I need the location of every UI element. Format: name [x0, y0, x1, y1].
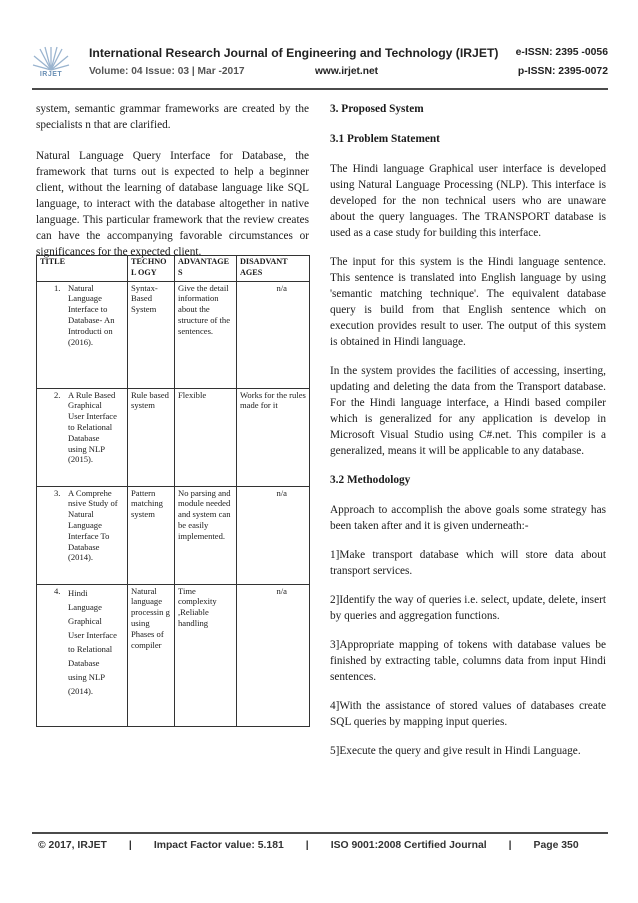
paragraph: The input for this system is the Hindi language sentence. This sentence is translated into English language by using 'semantic matching technique'. The equivalent database query is build from that English sentence which on execution provides result to user. The output of this system is obtained in Hindi language. — [330, 256, 606, 348]
footer-separator: | — [305, 840, 309, 851]
cell-disadvantages: n/a — [237, 281, 310, 388]
cell-advantages: Flexible — [175, 388, 237, 486]
row-number: 3. — [54, 487, 61, 498]
website-link[interactable]: www.irjet.net — [315, 66, 379, 77]
header-divider — [32, 88, 608, 90]
paragraph: Natural Language Query Interface for Database, the framework that turns out is expected to help a beginner client, without the learning of database language like SQL language, to interact with the database altogether in native language. This particular framework that the review creates can have the accompanying favorable circumstances or significances for the expected client. — [36, 150, 309, 258]
subsection-heading: 3.1 Problem Statement — [330, 133, 440, 145]
cell-technology: Natural language processin g using Phases of compiler — [128, 584, 175, 726]
cell-technology: Pattern matching system — [128, 486, 175, 584]
row-title-wrap — [68, 586, 118, 698]
row-number: 4. — [54, 585, 61, 596]
cell-advantages: Give the detail information about the structure of the sentences. — [175, 281, 237, 388]
row-title: Hindi Language Graphical User Interface to Relational Database using NLP (2014). — [68, 587, 117, 696]
section-heading: 3. Proposed System — [330, 103, 424, 115]
footer-iso: ISO 9001:2008 Certified Journal — [330, 840, 487, 851]
pissn: p-ISSN: 2395-0072 — [517, 66, 608, 77]
list-item: 4]With the assistance of stored values of databases create SQL queries by mapping input queries. — [330, 700, 606, 728]
eissn: e-ISSN: 2395 -0056 — [515, 47, 608, 58]
cell-disadvantages: Works for the rules made for it — [237, 388, 310, 486]
table-row — [37, 388, 310, 486]
row-title: Natural Language Interface to Database- An Introducti on (2016). — [68, 282, 115, 347]
footer-separator: | — [508, 840, 512, 851]
col-header-technology: TECHNOL OGY — [128, 256, 175, 282]
list-item: 3]Appropriate mapping of tokens with database values be finished by extracting table, columns data from input Hindi sentences. — [330, 639, 606, 683]
page-footer — [38, 840, 608, 851]
cell-disadvantages: n/a — [237, 584, 310, 726]
cell-disadvantages: n/a — [237, 486, 310, 584]
list-item: 2]Identify the way of queries i.e. select, update, delete, insert by queries and aggregation functions. — [330, 594, 606, 622]
footer-separator: | — [128, 840, 132, 851]
list-item: 5]Execute the query and give result in Hindi Language. — [330, 745, 581, 757]
row-number: 2. — [54, 389, 61, 400]
paragraph: In the system provides the facilities of accessing, inserting, updating and deleting the data from the Transport database. For the Hindi language interface, a Hindi based compiler which is generalized for any application is develop in Microsoft Visual Studio using C#.net. This compiler is a generalized, means it will be applicable to any database. — [330, 365, 606, 457]
table-row — [37, 584, 310, 726]
table-row — [37, 486, 310, 584]
page-header — [32, 44, 608, 84]
subsection-heading: 3.2 Methodology — [330, 474, 411, 486]
col-header-title: TITLE — [37, 256, 128, 282]
left-column — [36, 101, 309, 275]
journal-title: International Research Journal of Engineering and Technology (IRJET) — [89, 46, 499, 60]
footer-copyright: © 2017, IRJET — [38, 840, 107, 851]
cell-advantages: No parsing and module needed and system can be easily implemented. — [175, 486, 237, 584]
footer-divider — [32, 832, 608, 834]
col-header-disadvantages: DISADVANT AGES — [237, 256, 310, 282]
col-header-advantages: ADVANTAGE S — [175, 256, 237, 282]
right-column — [330, 101, 606, 772]
list-item: 1]Make transport database which will store data about transport services. — [330, 549, 606, 577]
cell-advantages: Time complexity ,Reliable handling — [175, 584, 237, 726]
literature-survey-table — [36, 255, 310, 727]
row-title: A Comprehe nsive Study of Natural Language Interface To Database (2014). — [68, 487, 118, 563]
cell-title — [37, 486, 128, 584]
table-header-row — [37, 256, 310, 282]
cell-title — [37, 388, 128, 486]
paragraph: system, semantic grammar frameworks are created by the specialists n that are clarified. — [36, 103, 309, 131]
paragraph: The Hindi language Graphical user interface is developed using Natural Language Processing (NLP). This interface is developed for the non technical users who are unaware about the query languages. The TRANSPORT database is used as a case study for building this interface. — [330, 163, 606, 239]
cell-title — [37, 281, 128, 388]
logo-text: IRJET — [39, 71, 63, 78]
footer-page-number: Page 350 — [533, 840, 579, 851]
row-number: 1. — [54, 282, 61, 293]
row-title: A Rule Based Graphical User Interface to Relational Database using NLP (2015). — [68, 389, 117, 465]
volume-issue: Volume: 04 Issue: 03 | Mar -2017 — [89, 66, 245, 77]
cell-technology: Syntax- Based System — [128, 281, 175, 388]
table-row — [37, 281, 310, 388]
paragraph: Approach to accomplish the above goals some strategy has been taken after and it is given underneath:- — [330, 504, 606, 532]
cell-technology: Rule based system — [128, 388, 175, 486]
footer-impact-factor: Impact Factor value: 5.181 — [153, 840, 284, 851]
cell-title — [37, 584, 128, 726]
